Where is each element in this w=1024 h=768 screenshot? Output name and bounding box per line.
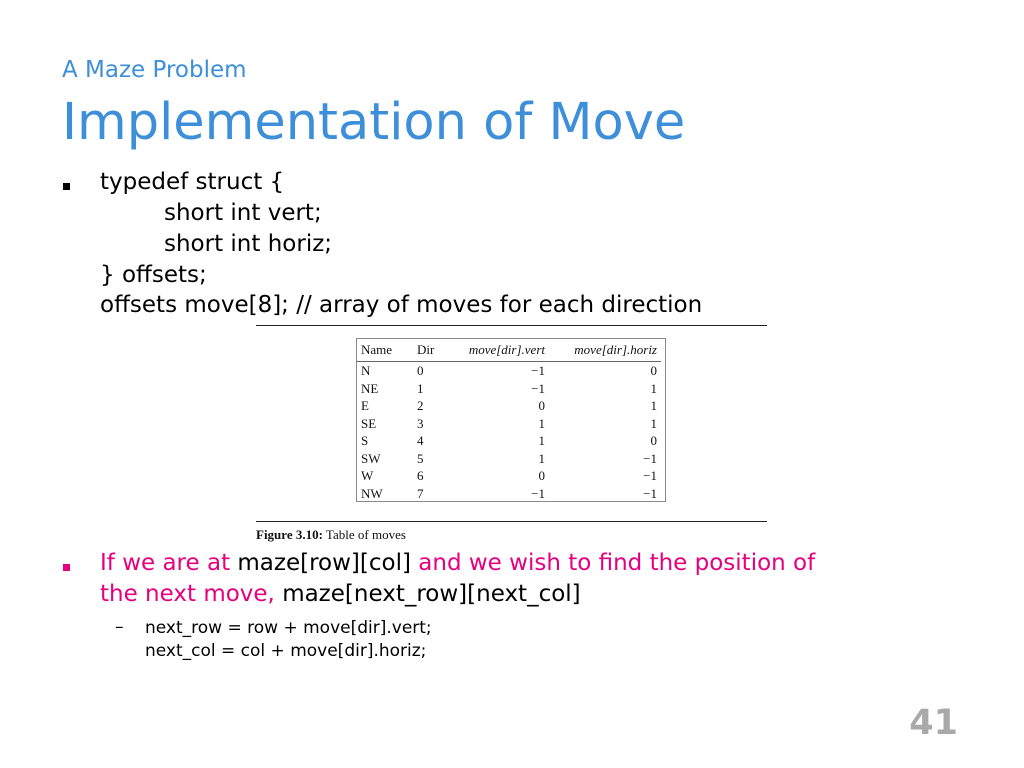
header-horiz: move[dir].horiz (549, 339, 661, 362)
cell-dir: 7 (417, 485, 424, 501)
code-line-1: typedef struct { (100, 169, 285, 195)
table-row (357, 380, 661, 398)
cell-dir: 1 (417, 380, 424, 396)
cell-dir: 4 (417, 433, 424, 448)
cell-vert: 1 (538, 450, 545, 466)
cell-horiz: 1 (650, 398, 657, 413)
table-row (357, 432, 661, 450)
bullet-2-text-a: If we are at (100, 550, 238, 576)
cell-vert: 1 (538, 433, 545, 448)
moves-table (357, 339, 661, 502)
cell-name: W (361, 468, 374, 483)
cell-dir: 0 (417, 363, 424, 378)
cell-dir: 3 (417, 415, 424, 431)
code-line-2: short int vert; (164, 200, 322, 226)
bullet-2-line-2 (100, 579, 581, 609)
sub-bullet-dash: – (115, 617, 124, 637)
cell-name: N (361, 363, 371, 378)
table-row (357, 485, 661, 503)
header-vert: move[dir].vert (451, 339, 549, 362)
page-number: 41 (909, 703, 958, 743)
table-row (357, 397, 661, 415)
cell-name: NW (361, 485, 383, 501)
cell-dir: 2 (417, 398, 424, 413)
figure-caption (256, 527, 406, 543)
bullet-2-code-b: maze[next_row][next_col] (282, 581, 581, 607)
cell-name: SW (361, 450, 381, 466)
cell-horiz: −1 (643, 485, 657, 501)
sub-bullet-line-2: next_col = col + move[dir].horiz; (145, 641, 427, 661)
cell-vert: −1 (531, 363, 545, 378)
cell-dir: 5 (417, 450, 424, 466)
figure-bottom-rule (256, 521, 767, 522)
cell-horiz: 1 (650, 380, 657, 396)
bullet-2-text-b: and we wish to find the position of (410, 550, 816, 576)
cell-name: NE (361, 380, 379, 396)
moves-table-box (356, 338, 666, 502)
cell-vert: 0 (538, 398, 545, 413)
slide-title: Implementation of Move (62, 93, 686, 152)
cell-vert: 0 (538, 468, 545, 483)
table-header-row (357, 339, 661, 362)
cell-vert: 1 (538, 415, 545, 431)
table-row (357, 362, 661, 380)
cell-vert: −1 (531, 380, 545, 396)
bullet-2-line-1 (100, 548, 815, 578)
cell-horiz: −1 (643, 468, 657, 483)
slide-subtitle: A Maze Problem (62, 57, 247, 83)
code-line-5: offsets move[8]; // array of moves for each direction (100, 292, 703, 318)
cell-name: SE (361, 415, 377, 431)
header-dir: Dir (413, 339, 451, 362)
table-row (357, 467, 661, 485)
code-line-3: short int horiz; (164, 231, 333, 257)
cell-horiz: 1 (650, 415, 657, 431)
cell-horiz: 0 (650, 363, 657, 378)
sub-bullet-line-1: next_row = row + move[dir].vert; (145, 618, 432, 638)
cell-dir: 6 (417, 468, 424, 483)
cell-name: E (361, 398, 369, 413)
cell-name: S (361, 433, 369, 448)
table-row (357, 450, 661, 468)
figure-caption-text: Table of moves (322, 527, 406, 542)
bullet-2-code-a: maze[row][col] (237, 550, 411, 576)
table-row (357, 415, 661, 433)
bullet-2-text-c: the next move, (100, 581, 283, 607)
code-line-4: } offsets; (100, 262, 207, 288)
figure-caption-label: Figure 3.10: (256, 527, 323, 542)
header-name: Name (357, 339, 413, 362)
figure-top-rule (256, 325, 767, 326)
cell-vert: −1 (531, 485, 545, 501)
bullet-marker-2 (63, 564, 70, 571)
bullet-marker-1 (63, 183, 70, 190)
cell-horiz: 0 (650, 433, 657, 448)
cell-horiz: −1 (643, 450, 657, 466)
